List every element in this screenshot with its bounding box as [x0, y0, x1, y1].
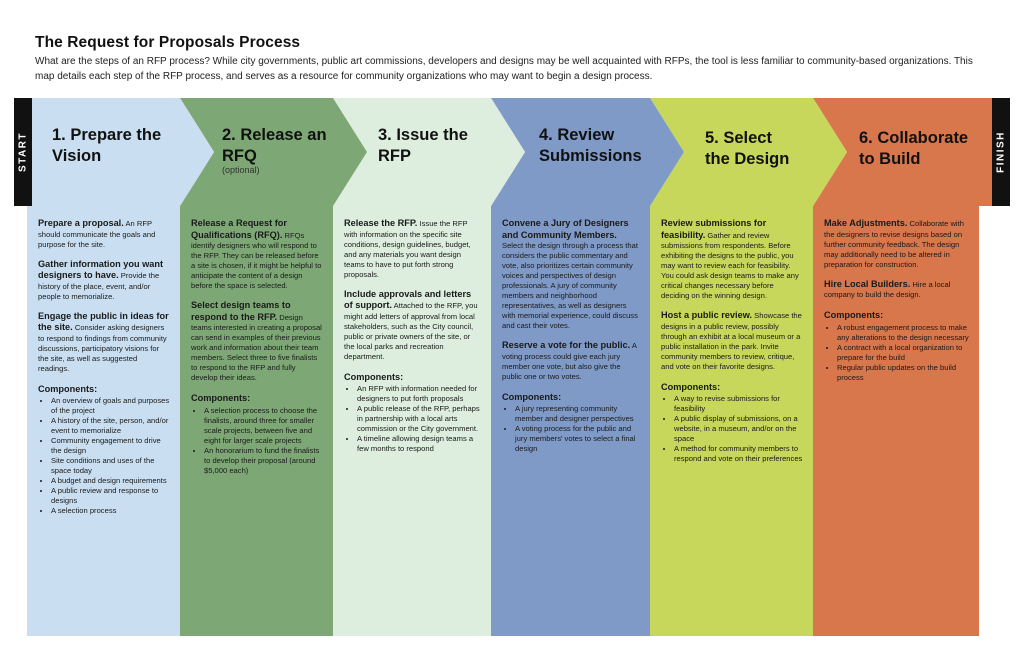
- block-heading: Convene a Jury of Designers and Community Members.: [502, 218, 629, 240]
- block-text: Issue the RFP with information on the specific site conditions, design guidelines, budget, and any materials you want design teams to have to put forth strong proposals.: [344, 219, 471, 279]
- step-6-block: [824, 279, 969, 301]
- block-text: Hire a local company to build the design.: [824, 279, 951, 299]
- finish-tab: [992, 98, 1010, 206]
- component-item: • A public release of the RFP, perhaps in partnership with a local arts commission or the City government.: [357, 404, 481, 434]
- component-item: • A way to revise submissions for feasibility: [674, 394, 803, 414]
- block-heading: Include approvals and letters of support.: [344, 288, 472, 310]
- start-label: START: [17, 131, 29, 173]
- components-list: [824, 323, 969, 383]
- component-item: • A robust engagement process to make any alterations to the design necessary: [837, 323, 969, 343]
- component-item: • A selection process to choose the finalists, around three for smaller scale projects, between five and eight for larger scale projects: [204, 406, 323, 446]
- components-heading: Components:: [661, 381, 721, 392]
- step-3-column: [333, 206, 491, 636]
- step-5-block: [661, 218, 803, 301]
- components-list: [38, 396, 170, 516]
- components-heading: Components:: [824, 310, 884, 320]
- step-5-column: [650, 206, 813, 636]
- components-list: [191, 406, 323, 476]
- step-4-heading: 4. Review Submissions: [539, 126, 642, 165]
- step-1-block: [38, 311, 170, 374]
- step-3-heading: 3. Issue the RFP: [378, 126, 468, 165]
- block-text: Showcase the designs in a public review, possibly through an exhibit at a local museum or a public installation in the park. Invite community members to review, critique, and vote on their favorite designs.: [661, 311, 802, 371]
- block-text: Design teams interested in creating a proposal can send in examples of their previous work and information about their team members. Select three to five finalists to respond to the RFP and fully develop their ideas.: [191, 312, 322, 382]
- component-item: • A contract with a local organization to prepare for the build: [837, 343, 969, 363]
- step-1-block: [38, 218, 170, 250]
- component-item: • A history of the site, person, and/or event to memorialize: [51, 416, 170, 436]
- block-text: Gather and review submissions from respondents. Before exhibiting the designs to the public, you may want to review each for feasibility. You could ask design teams to make any critical changes necessary before deciding on the winning design.: [661, 230, 799, 300]
- block-heading: Release the RFP.: [344, 218, 418, 228]
- step-1-heading: 1. Prepare the Vision: [52, 126, 162, 165]
- step-1-block: [38, 259, 170, 302]
- block-text: RFQs identify designers who will respond to the RFP. They can be released before a site is chosen, if it might be helpful to anticipate the content of a design before the space is selected.: [191, 230, 322, 290]
- block-heading: Engage the public in ideas for the site.: [38, 310, 169, 332]
- component-item: • A public display of submissions, on a website, in a museum, and/or on the space: [674, 414, 803, 444]
- block-heading: Reserve a vote for the public.: [502, 340, 631, 350]
- component-item: • Regular public updates on the build process: [837, 363, 969, 383]
- block-heading: Gather information you want designers to have.: [38, 258, 164, 280]
- component-item: • A budget and design requirements: [51, 476, 170, 486]
- step-3-block: [344, 289, 481, 362]
- step-4-column: [491, 206, 650, 636]
- step-2-block: [191, 218, 323, 291]
- step-2-subheading: (optional): [222, 165, 260, 175]
- components-heading: Components:: [502, 391, 562, 402]
- component-item: • A voting process for the public and jury members' votes to select a final design: [515, 424, 640, 454]
- block-heading: Hire Local Builders.: [824, 278, 911, 289]
- intro-paragraph: What are the steps of an RFP process? While city governments, public art commissions, developers and designs may be well acquainted with RFPs, the tool is less familiar to community-based organizations. This map details each step of the RFP process, and serves as a resource for community organizations who may want to begin a design process.: [35, 56, 973, 82]
- step-3-block: [344, 218, 481, 280]
- component-item: • A jury representing community member and designer perspectives: [515, 404, 640, 424]
- component-item: • A method for community members to respond and vote on their preferences: [674, 444, 803, 464]
- component-item: • Community engagement to drive the design: [51, 436, 170, 456]
- component-item: • Site conditions and uses of the space today: [51, 456, 170, 476]
- block-text: Select the design through a process that considers the public commentary and vote, also prioritizes certain community voices and perspectives of design professionals. A jury of community members and neighborhood representatives, as well as designers with memorial experience, could discuss and cast their votes.: [502, 241, 638, 330]
- block-heading: Prepare a proposal.: [38, 218, 124, 228]
- step-1-column: [27, 206, 180, 636]
- block-text: Collaborate with the designers to revise designs based on further community feedback. The design may additionally need to be altered in preparation for construction.: [824, 219, 964, 269]
- components-heading: Components:: [191, 393, 251, 403]
- step-4-block: [502, 218, 640, 331]
- finish-label: FINISH: [995, 131, 1007, 173]
- block-heading: Host a public review.: [661, 310, 753, 320]
- block-heading: Release a Request for Qualifications (RFQ).: [191, 218, 287, 240]
- component-item: • An overview of goals and purposes of the project: [51, 396, 170, 416]
- block-text: An RFP should communicate the goals and purpose for the site.: [38, 219, 156, 249]
- components-list: [502, 404, 640, 454]
- block-heading: Review submissions for feasibility.: [661, 218, 767, 240]
- block-text: Consider asking designers to respond to findings from community discussions, participatory visions for the site, as well as suggested readings.: [38, 323, 167, 373]
- page-title: The Request for Proposals Process: [35, 34, 301, 51]
- start-tab: [14, 98, 32, 206]
- component-item: • A public review and response to designs: [51, 486, 170, 506]
- block-heading: Select design teams to respond to the RFP.: [191, 300, 291, 322]
- component-item: • An honorarium to fund the finalists to develop their proposal (around $5,000 each): [204, 446, 323, 476]
- step-2-heading: 2. Release an RFQ: [222, 126, 327, 165]
- component-item: • An RFP with information needed for designers to put forth proposals: [357, 384, 481, 404]
- step-2-column: [180, 206, 333, 636]
- step-2-block: [191, 300, 323, 383]
- step-5-heading: 5. Select the Design: [705, 129, 790, 168]
- component-item: • A selection process: [51, 506, 170, 516]
- step-6-block: [824, 218, 969, 270]
- step-5-block: [661, 310, 803, 372]
- components-list: [661, 394, 803, 464]
- block-text: Attached to the RFP, you might add letters of approval from local stakeholders, such as the City council, public or private owners of the site, or the local parks and recreation department.: [344, 301, 478, 361]
- components-heading: Components:: [38, 383, 98, 394]
- block-heading: Make Adjustments.: [824, 218, 908, 228]
- step-4-block: [502, 340, 640, 382]
- components-list: [344, 384, 481, 454]
- step-6-column: [813, 206, 979, 636]
- component-item: • A timeline allowing design teams a few months to respond: [357, 434, 481, 454]
- components-heading: Components:: [344, 371, 404, 382]
- block-text: A voting process could give each jury member one vote, but also give the public one or two votes.: [502, 341, 637, 381]
- block-text: Provide the history of the place, event, and/or people to memorialize.: [38, 271, 160, 301]
- step-6-heading: 6. Collaborate to Build: [859, 129, 969, 168]
